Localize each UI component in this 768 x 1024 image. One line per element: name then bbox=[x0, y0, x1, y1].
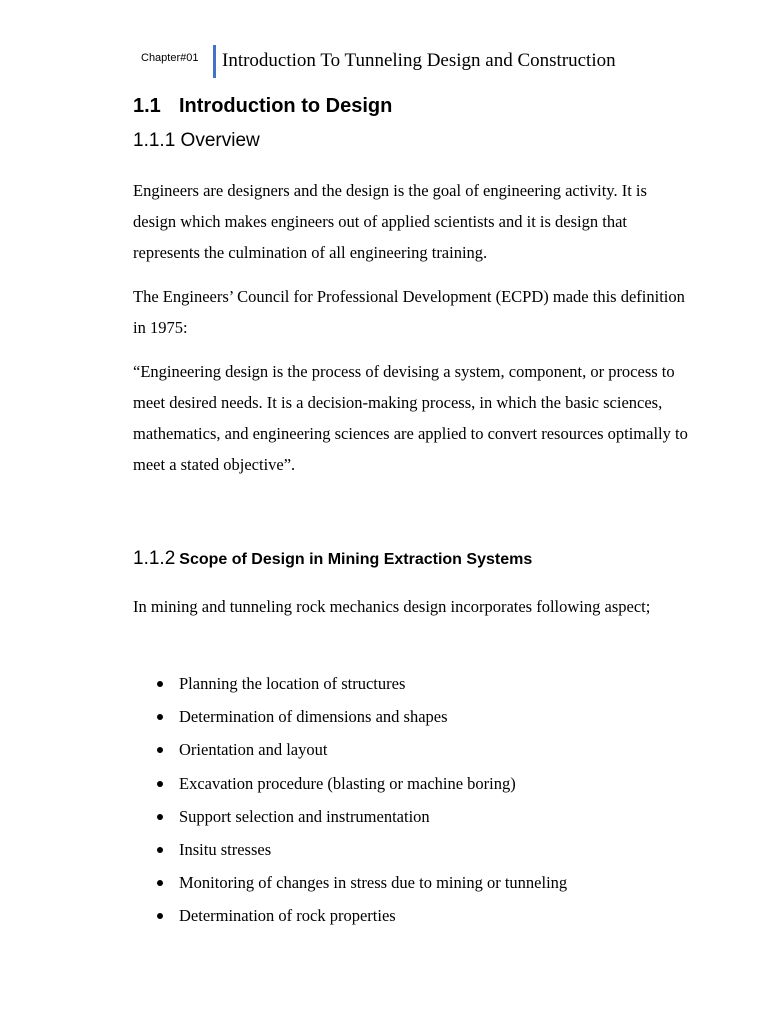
bullet-icon bbox=[157, 747, 163, 753]
paragraph-engineers-designers: Engineers are designers and the design is the goal of engineering activity. It is design which makes engineers out of applied scientists and it is design that represents the culmination of all engineering training. bbox=[133, 181, 647, 262]
subsection-overview-number: 1.1.1 bbox=[133, 130, 176, 151]
header-divider bbox=[213, 45, 216, 78]
list-item bbox=[133, 834, 693, 867]
bullet-icon bbox=[157, 814, 163, 820]
paragraph-design-quote: “Engineering design is the process of devising a system, component, or process to meet desired needs. It is a decision-making process, in which the basic sciences, mathematics, and engineering sciences are applied to convert resources optimally to meet a stated objective”. bbox=[133, 362, 688, 474]
list-item-text: Orientation and layout bbox=[179, 740, 328, 760]
subsection-overview-title: Overview bbox=[180, 130, 260, 151]
bullet-icon bbox=[157, 714, 163, 720]
page-header bbox=[141, 43, 701, 79]
subsection-scope-title: Scope of Design in Mining Extraction Systems bbox=[179, 551, 533, 568]
paragraph-scope-intro: In mining and tunneling rock mechanics design incorporates following aspect; bbox=[133, 597, 651, 616]
list-item bbox=[133, 900, 693, 933]
chapter-label: Chapter#01 bbox=[141, 52, 199, 64]
bullet-icon bbox=[157, 781, 163, 787]
section-heading bbox=[133, 95, 392, 118]
list-item-text: Determination of dimensions and shapes bbox=[179, 707, 448, 727]
list-item-text: Determination of rock properties bbox=[179, 906, 396, 926]
subsection-scope-number: 1.1.2 bbox=[133, 548, 176, 569]
bullet-icon bbox=[157, 847, 163, 853]
list-item bbox=[133, 701, 693, 734]
subsection-overview-heading bbox=[133, 130, 260, 152]
paragraph-ecpd-definition: The Engineers’ Council for Professional Development (ECPD) made this definition in 1975: bbox=[133, 287, 685, 337]
bullet-icon bbox=[157, 880, 163, 886]
list-item-text: Support selection and instrumentation bbox=[179, 806, 430, 826]
list-item bbox=[133, 801, 693, 834]
list-item-text: Insitu stresses bbox=[179, 839, 272, 859]
list-item bbox=[133, 668, 693, 701]
list-item bbox=[133, 768, 693, 801]
list-item-text: Planning the location of structures bbox=[179, 674, 406, 693]
bullet-icon bbox=[157, 913, 163, 919]
bullet-icon bbox=[157, 681, 163, 687]
list-item-text: Excavation procedure (blasting or machine boring) bbox=[179, 773, 516, 793]
list-item-text: Monitoring of changes in stress due to mining or tunneling bbox=[179, 873, 568, 893]
list-item bbox=[133, 734, 693, 767]
section-title: Introduction to Design bbox=[179, 95, 393, 117]
header-title: Introduction To Tunneling Design and Construction bbox=[222, 50, 616, 71]
subsection-scope-heading bbox=[133, 548, 532, 570]
list-item bbox=[133, 867, 693, 900]
section-number: 1.1 bbox=[133, 95, 161, 117]
design-aspects-list bbox=[133, 668, 693, 934]
